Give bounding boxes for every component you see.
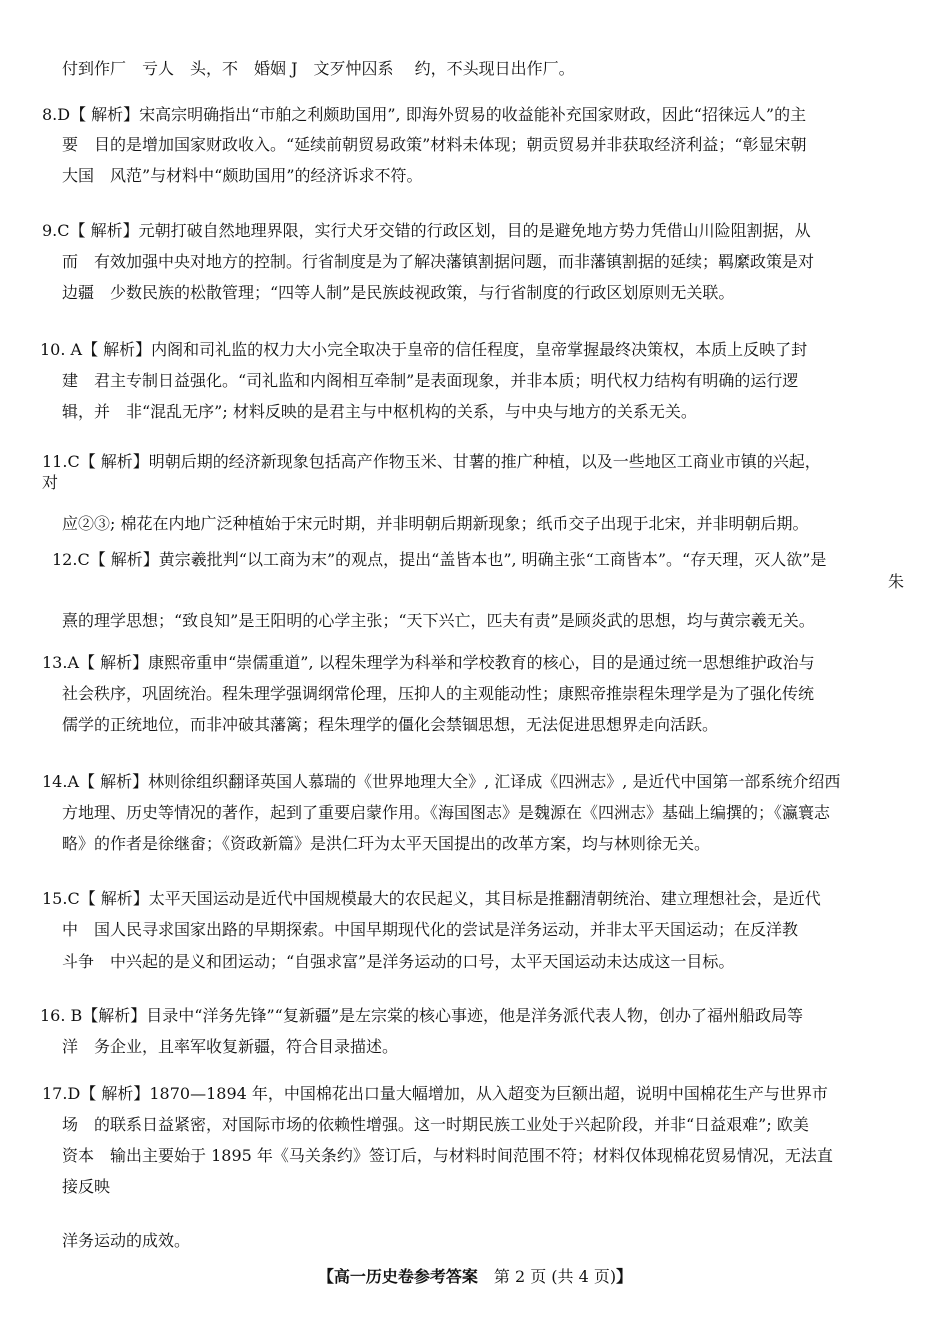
page-footer bbox=[0, 1266, 950, 1288]
answer-9-line-3: 边疆 少数民族的松散管理；“四等人制”是民族歧视政策，与行省制度的行政区划原则无关联。 bbox=[62, 283, 735, 302]
answer-12-line-1-wrap: 朱 bbox=[887, 572, 904, 591]
answer-14-line-3: 略》的作者是徐继畲；《资政新篇》是洪仁玕为太平天国提出的改革方案，均与林则徐无关。 bbox=[62, 834, 711, 853]
text-line-continuation: 付到作厂 亏人 头，不 婚姻 J 文歹忡囚系 约，不头现日出作厂。 bbox=[62, 59, 575, 78]
answer-8-line-2: 要 目的是增加国家财政收入。“延续前朝贸易政策”材料未体现；朝贡贸易并非获取经济利益；“彰显宋朝 bbox=[62, 135, 807, 154]
answer-8-line-3: 大国 风范”与材料中“颇助国用”的经济诉求不符。 bbox=[62, 166, 423, 185]
footer-page-number: 第 2 页 (共 4 页) bbox=[493, 1267, 617, 1286]
answer-11-line-1-wrap: 对 bbox=[42, 473, 59, 492]
footer-title: 【高一历史卷参考答案 bbox=[317, 1267, 478, 1286]
answer-14-line-1: 14.A【 解析】林则徐组织翻译英国人慕瑞的《世界地理大全》, 汇译成《四洲志》, 是近代中国第一部系统介绍西 bbox=[42, 772, 841, 791]
answer-10-line-2: 建 君主专制日益强化。“司礼监和内阁相互牵制”是表面现象，并非本质；明代权力结构有明确的运行逻 bbox=[62, 371, 799, 390]
answer-14-line-2: 方地理、历史等情况的著作，起到了重要启蒙作用。《海国图志》是魏源在《四洲志》基础上编撰的；《瀛寰志 bbox=[62, 803, 831, 822]
answer-12-line-2: 熹的理学思想；“致良知”是王阳明的心学主张；“天下兴亡，匹夫有责”是顾炎武的思想，均与黄宗羲无关。 bbox=[62, 611, 815, 630]
footer-close-bracket: 】 bbox=[616, 1267, 633, 1286]
answer-9-line-1: 9.C【 解析】元朝打破自然地理界限，实行犬牙交错的行政区划，目的是避免地方势力凭借山川险阻割据，从 bbox=[42, 221, 811, 240]
answer-17-line-4: 接反映 bbox=[62, 1177, 111, 1196]
answer-17-line-1: 17.D【 解析】1870—1894 年，中国棉花出口量大幅增加，从入超变为巨额出超，说明中国棉花生产与世界市 bbox=[42, 1084, 828, 1103]
answer-13-line-1: 13.A【 解析】康熙帝重申“崇儒重道”, 以程朱理学为科举和学校教育的核心，目的是通过统一思想维护政治与 bbox=[42, 653, 815, 672]
answer-13-line-3: 儒学的正统地位，而非冲破其藩篱；程朱理学的僵化会禁锢思想，无法促进思想界走向活跃。 bbox=[62, 715, 719, 734]
answer-16-line-2: 洋 务企业，且率军收复新疆，符合目录描述。 bbox=[62, 1037, 399, 1056]
answer-17-line-3: 资本 输出主要始于 1895 年《马关条约》签订后，与材料时间范围不符；材料仅体现棉花贸易情况，无法直 bbox=[62, 1146, 833, 1165]
answer-11-line-2: 应②③; 棉花在内地广泛种植始于宋元时期，并非明朝后期新现象；纸币交子出现于北宋，并非明朝后期。 bbox=[62, 514, 809, 533]
answer-10-line-1: 10. A【 解析】内阁和司礼监的权力大小完全取决于皇帝的信任程度，皇帝掌握最终决策权，本质上反映了封 bbox=[40, 340, 808, 359]
answer-16-line-1: 16. B【解析】目录中“洋务先锋”“复新疆”是左宗棠的核心事迹，他是洋务派代表人物，创办了福州船政局等 bbox=[40, 1006, 804, 1025]
answer-9-line-2: 而 有效加强中央对地方的控制。行省制度是为了解决藩镇割据问题，而非藩镇割据的延续；羁縻政策是对 bbox=[62, 252, 815, 271]
answer-15-line-3: 斗争 中兴起的是义和团运动；“自强求富”是洋务运动的口号，太平天国运动未达成这一目标。 bbox=[62, 952, 735, 971]
answer-17-line-5: 洋务运动的成效。 bbox=[62, 1231, 191, 1250]
answer-11-line-1: 11.C【 解析】明朝后期的经济新现象包括高产作物玉米、甘薯的推广种植，以及一些地区工商业市镇的兴起， bbox=[42, 452, 821, 471]
answer-15-line-1: 15.C【 解析】太平天国运动是近代中国规模最大的农民起义，其目标是推翻清朝统治、建立理想社会，是近代 bbox=[42, 889, 821, 908]
answer-17-line-2: 场 的联系日益紧密，对国际市场的依赖性增强。这一时期民族工业处于兴起阶段，并非“日益艰难”; 欧美 bbox=[62, 1115, 809, 1134]
answer-12-line-1: 12.C【 解析】黄宗羲批判“以工商为末”的观点，提出“盖皆本也”, 明确主张“工商皆本”。“存天理，灭人欲”是 bbox=[52, 550, 827, 569]
answer-8-line-1: 8.D【 解析】宋高宗明确指出“市舶之利颇助国用”, 即海外贸易的收益能补充国家财政，因此“招徕远人”的主 bbox=[42, 105, 807, 124]
answer-13-line-2: 社会秩序，巩固统治。程朱理学强调纲常伦理，压抑人的主观能动性；康熙帝推崇程朱理学是为了强化传统 bbox=[62, 684, 815, 703]
answer-15-line-2: 中 国人民寻求国家出路的早期探索。中国早期现代化的尝试是洋务运动，并非太平天国运动；在反洋教 bbox=[62, 920, 799, 939]
answer-10-line-3: 辑，并 非“混乱无序”; 材料反映的是君主与中枢机构的关系，与中央与地方的关系无关。 bbox=[62, 402, 697, 421]
